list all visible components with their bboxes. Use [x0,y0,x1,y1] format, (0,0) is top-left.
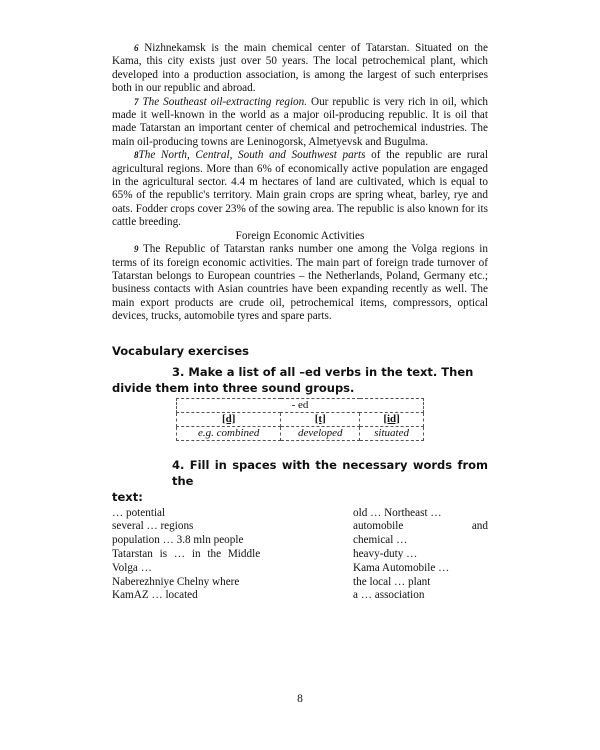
fill-in-item: and [471,520,488,533]
document-page [112,42,488,603]
fill-in-item: heavy-duty … [353,547,418,560]
ed-header-t: [t] [281,412,360,426]
paragraph-text: of the republic are rural agricultural regions. More than 6% of economically active population are engaged in the agricultural sector. 4.4 m hectares of land are cultivated, which is equal to 65% of the republic's territory. Main grain crops are spring wheat, barley, rye and oats. Fodder crops cover 23% of the sowing area. The republic is also known for its cattle breeding. [112,149,489,229]
fill-in-item: Naberezhniye Chelny where [112,575,240,588]
paragraph-number: 7 [134,96,139,107]
section-heading: Foreign Economic Activities [235,229,365,242]
fill-in-columns [112,507,488,604]
fill-in-item: the local … plant [353,575,431,588]
paragraph-number: 8 [134,150,139,161]
exercise-3-lead: 3. Make a list of all –ed verbs in the text. Then [172,364,474,379]
fill-in-item: population … 3.8 mln people [112,534,244,547]
fill-in-item: automobile [353,520,404,533]
ed-example-t: developed [281,426,360,440]
fill-in-item: Kama Automobile … [353,561,450,574]
fill-in-item: chemical … [353,534,408,547]
paragraph-text: The Republic of Tatarstan ranks number one among the Volga regions in terms of its foreign economic activities. The main part of foreign trade turnover of Tatarstan belongs to European countries – the Netherlands, Poland, Germany etc.; business contacts with Asian countries have been expanding recently as well. The main export products are crude oil, petrochemical items, compressors, optical devices, trucks, automobile tyres and spare parts. [112,243,488,323]
fill-in-item: Tatarstan is … in the Middle [112,547,261,560]
fill-in-item: several … regions [112,520,194,533]
ed-table-caption: - ed [177,398,424,412]
paragraph-number: 9 [134,244,139,255]
exercise-4-title [112,457,488,505]
fill-in-item: old … Northeast … [353,506,442,519]
fill-in-item: Volga … [112,561,152,574]
ed-example-d: e.g. combined [177,426,281,440]
paragraph-italic-lead: The Southeast oil-extracting region. [142,95,308,108]
ed-header-d: [d] [177,412,281,426]
paragraph-6 [112,42,488,96]
ed-example-id: situated [360,426,424,440]
paragraph-text: Our republic is very rich in oil, which made it well-known in the world as a major oil-producing republic. It is oil that made Tatarstan an important center of chemical and petrochemical industries. The main oil-producing towns are Leninogorsk, Almetyevsk and Bugulma. [112,95,489,148]
ed-header-id: [id] [360,412,424,426]
fill-in-right-column [353,507,488,604]
fill-in-left-column [112,507,272,604]
vocabulary-title: Vocabulary exercises [112,343,249,358]
exercise-3-title [112,364,488,396]
paragraph-9 [112,243,488,323]
exercise-3-rest: divide them into three sound groups. [112,380,355,395]
paragraph-text: Nizhnekamsk is the main chemical center of Tatarstan. Situated on the Kama, this city exists just over 50 years. The local petrochemical plant, which developed into a production association, is among the largest of such enterprises both in our republic and abroad. [112,42,488,95]
exercise-4-rest: text: [112,489,143,504]
ed-verbs-table [176,398,424,441]
fill-in-item: KamAZ … located [112,589,198,602]
exercise-4-lead: 4. Fill in spaces with the necessary words from the [172,457,488,488]
paragraph-8 [112,149,488,229]
fill-in-item: … potential [112,506,166,519]
paragraph-italic-lead: The North, Central, South and Southwest parts [138,149,366,162]
paragraph-number: 6 [134,43,139,53]
fill-in-item-row [353,520,488,534]
paragraph-7 [112,96,488,150]
fill-in-item: a … association [353,589,425,602]
page-number: 8 [297,693,303,705]
